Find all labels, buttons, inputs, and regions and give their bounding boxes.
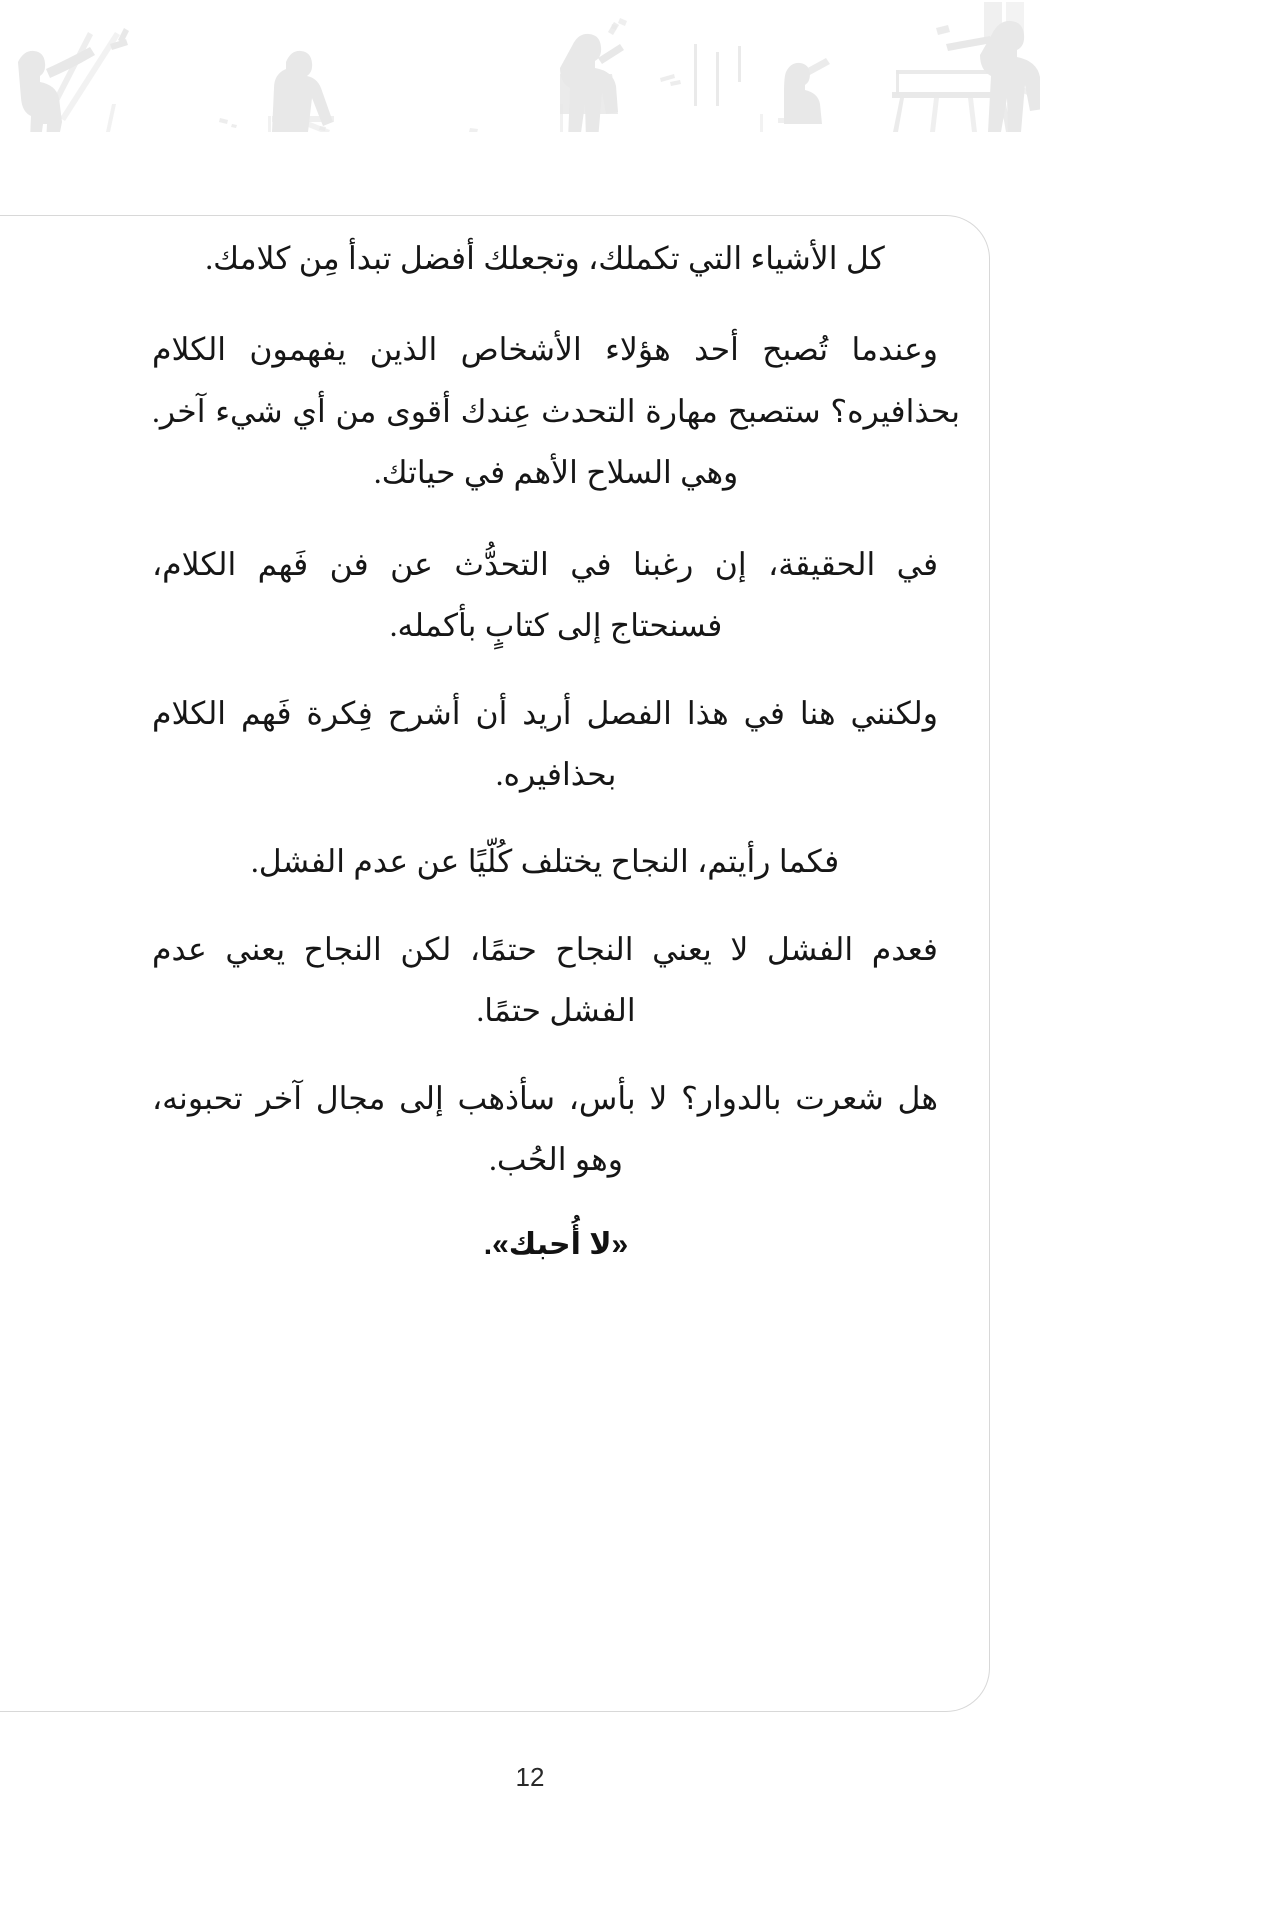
paragraph-1: كل الأشياء التي تكملك، وتجعلك أفضل تبدأ مِن كلامك. xyxy=(205,241,885,276)
paragraph-7: هل شعرت بالدوار؟ لا بأس، سأذهب إلى مجال آخر تحبونه، وهو الحُب. xyxy=(152,1080,938,1178)
people-illustration-icon xyxy=(0,0,1040,132)
paragraph-6: فعدم الفشل لا يعني النجاح حتمًا، لكن النجاح يعني عدم الفشل حتمًا. xyxy=(152,931,938,1029)
paragraph-3: في الحقيقة، إن رغبنا في التحدُّث عن فن فَهم الكلام، فسنحتاج إلى كتابٍ بأكمله. xyxy=(152,546,938,644)
paragraph-2: وعندما تُصبح أحد هؤلاء الأشخاص الذين يفهمون الكلام بحذافيره؟ ستصبح مهارة التحدث عِندك أقوى من أي شيء آخر. وهي السلاح الأهم في حياتك. xyxy=(152,332,960,491)
pull-quote: «لا أُحبك». xyxy=(483,1228,629,1262)
paragraph-4: ولكنني هنا في هذا الفصل أريد أن أشرح فِكرة فَهم الكلام بحذافيره. xyxy=(152,695,938,792)
page-number: 12 xyxy=(515,1762,545,1792)
body-text-column xyxy=(152,228,960,1273)
paragraph-5: فكما رأيتم، النجاح يختلف كُلّيًا عن عدم الفشل. xyxy=(250,844,840,880)
top-decoration-band xyxy=(0,0,1040,132)
